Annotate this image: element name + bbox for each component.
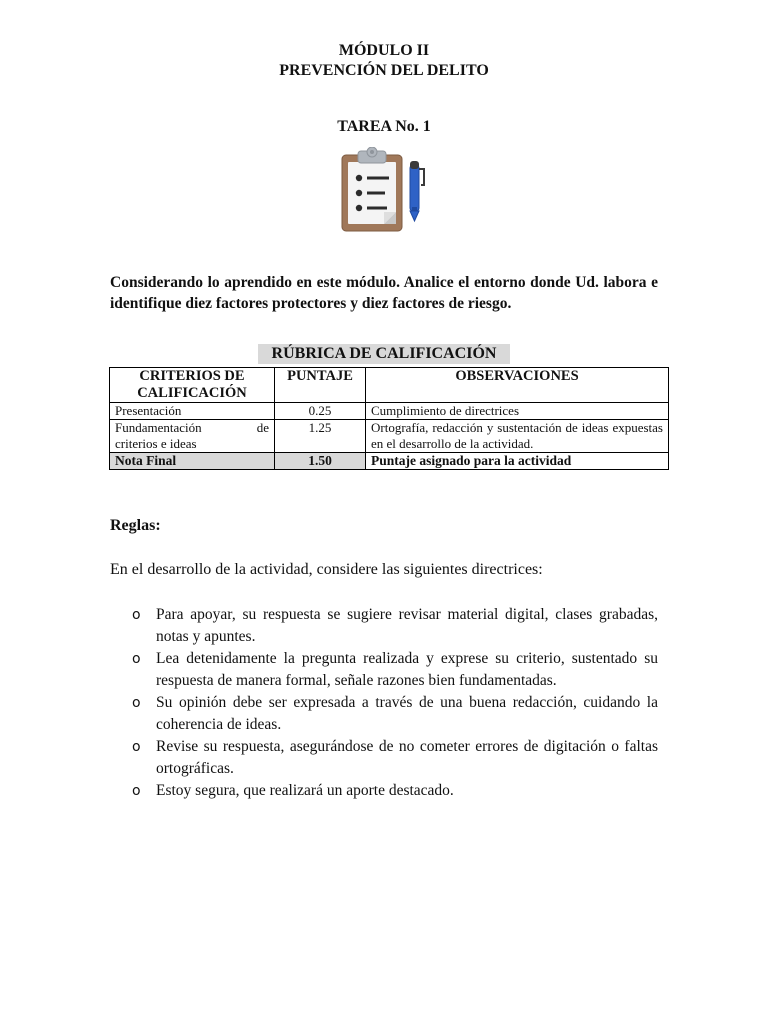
rule-text: Para apoyar, su respuesta se sugiere revisar material digital, clases grabadas, notas y apuntes. <box>156 606 658 645</box>
task-instruction: Considerando lo aprendido en este módulo. Analice el entorno donde Ud. labora e identifique diez factores protectores y diez factores de riesgo. <box>110 274 658 312</box>
rubric-row <box>110 420 669 453</box>
rule-item <box>110 604 658 648</box>
rule-text: Su opinión debe ser expresada a través de una buena redacción, cuidando la coherencia de ideas. <box>156 694 658 733</box>
clipboard-checklist-icon <box>338 147 430 233</box>
bullet-marker: o <box>132 651 141 667</box>
rubric-row <box>110 403 669 420</box>
rule-text: Estoy segura, que realizará un aporte destacado. <box>156 782 454 799</box>
score-header: PUNTAJE <box>275 368 366 403</box>
final-label-cell: Nota Final <box>110 453 275 470</box>
observations-cell: Ortografía, redacción y sustentación de ideas expuestas en el desarrollo de la actividad. <box>366 420 669 453</box>
bullet-marker: o <box>132 739 141 755</box>
rubric-table <box>109 367 669 470</box>
final-observations-cell: Puntaje asignado para la actividad <box>366 453 669 470</box>
criteria-header: CRITERIOS DE CALIFICACIÓN <box>110 368 275 403</box>
score-cell: 0.25 <box>275 403 366 420</box>
rule-item <box>110 736 658 780</box>
criteria-line-2: criterios e ideas <box>115 436 197 451</box>
task-title: TAREA No. 1 <box>337 118 431 135</box>
rubric-final-row <box>110 453 669 470</box>
bullet-marker: o <box>132 783 141 799</box>
score-cell: 1.25 <box>275 420 366 453</box>
observations-header: OBSERVACIONES <box>366 368 669 403</box>
final-score-cell: 1.50 <box>275 453 366 470</box>
rubric-header-row <box>110 368 669 403</box>
rules-heading: Reglas: <box>110 517 161 534</box>
rules-list <box>110 604 658 802</box>
rule-text: Revise su respuesta, asegurándose de no cometer errores de digitación o faltas ortográficas. <box>156 738 658 777</box>
rule-item <box>110 692 658 736</box>
module-subtitle: PREVENCIÓN DEL DELITO <box>279 62 489 79</box>
module-title: MÓDULO II <box>338 42 430 59</box>
bullet-marker: o <box>132 607 141 623</box>
criteria-cell <box>110 420 275 453</box>
criteria-line-1: Fundamentación de <box>115 420 269 435</box>
bullet-marker: o <box>132 695 141 711</box>
rule-text: Lea detenidamente la pregunta realizada y exprese su criterio, sustentado su respuesta de manera formal, señale razones bien fundamentadas. <box>156 650 658 689</box>
rubric-title: RÚBRICA DE CALIFICACIÓN <box>258 344 510 364</box>
rule-item <box>110 648 658 692</box>
rules-intro: En el desarrollo de la actividad, considere las siguientes directrices: <box>110 561 543 578</box>
observations-cell: Cumplimiento de directrices <box>366 403 669 420</box>
rule-item <box>110 780 658 802</box>
criteria-cell: Presentación <box>110 403 275 420</box>
